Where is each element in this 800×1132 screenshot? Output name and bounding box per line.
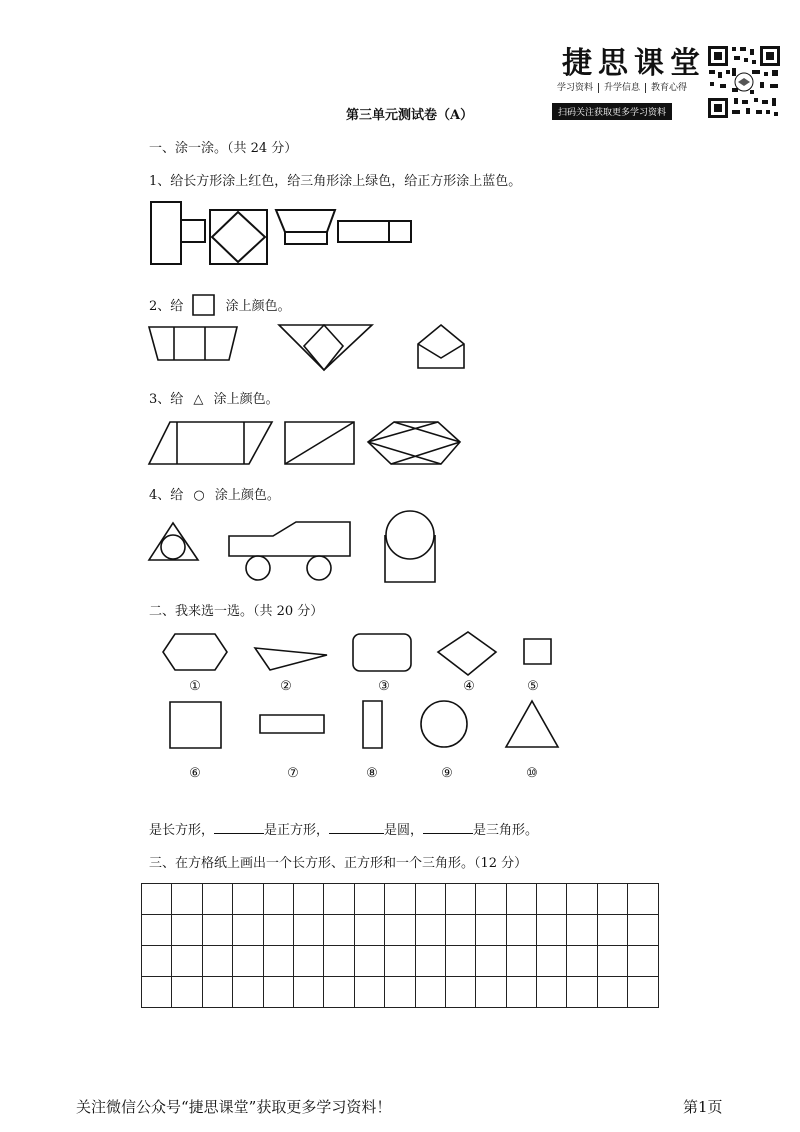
q2-suffix: 涂上颜色。 bbox=[225, 299, 291, 314]
vertical-rectangle bbox=[363, 701, 382, 748]
footer-note: 关注微信公众号“捷思课堂”获取更多学习资料！ bbox=[76, 1098, 392, 1116]
answer-blank[interactable] bbox=[329, 833, 384, 834]
grid-cell[interactable] bbox=[142, 977, 172, 1008]
hexagon bbox=[163, 634, 227, 670]
grid-cell[interactable] bbox=[537, 915, 567, 946]
grid-cell[interactable] bbox=[293, 915, 323, 946]
grid-cell[interactable] bbox=[567, 977, 597, 1008]
grid-cell[interactable] bbox=[537, 884, 567, 915]
horizontal-rectangle bbox=[260, 715, 324, 733]
grid-cell[interactable] bbox=[202, 915, 232, 946]
grid-cell[interactable] bbox=[172, 915, 202, 946]
choice-label-7: ⑦ bbox=[287, 766, 299, 781]
grid-cell[interactable] bbox=[324, 977, 354, 1008]
q2-prefix: 2、给 bbox=[149, 299, 184, 314]
q1-shapes bbox=[148, 200, 418, 268]
grid-cell[interactable] bbox=[506, 915, 536, 946]
grid-cell[interactable] bbox=[628, 946, 658, 977]
grid-cell[interactable] bbox=[233, 946, 263, 977]
question-2 bbox=[149, 294, 291, 316]
square-with-diamond bbox=[210, 210, 267, 264]
grid-cell[interactable] bbox=[354, 946, 384, 977]
grid-cell[interactable] bbox=[202, 884, 232, 915]
trapezoid-base-rectangle bbox=[285, 232, 327, 244]
grid-cell[interactable] bbox=[597, 915, 627, 946]
brand-tag: 升学信息 bbox=[599, 83, 646, 93]
grid-cell[interactable] bbox=[142, 946, 172, 977]
q4-suffix: 涂上颜色。 bbox=[214, 488, 280, 503]
grid-cell[interactable] bbox=[567, 915, 597, 946]
q3-shapes bbox=[146, 416, 466, 470]
grid-cell[interactable] bbox=[293, 946, 323, 977]
grid-table[interactable] bbox=[141, 883, 659, 1008]
section-3-heading: 三、在方格纸上画出一个长方形、正方形和一个三角形。（12 分） bbox=[149, 856, 528, 871]
question-1: 1、给长方形涂上红色，给三角形涂上绿色，给正方形涂上蓝色。 bbox=[149, 174, 522, 189]
fill-part: 是长方形， bbox=[149, 823, 215, 838]
grid-row bbox=[142, 884, 659, 915]
fill-part: 是三角形。 bbox=[473, 823, 539, 838]
grid-cell[interactable] bbox=[476, 946, 506, 977]
grid-cell[interactable] bbox=[172, 946, 202, 977]
grid-cell[interactable] bbox=[354, 977, 384, 1008]
q3-suffix: 涂上颜色。 bbox=[213, 392, 279, 407]
grid-cell[interactable] bbox=[567, 946, 597, 977]
grid-cell[interactable] bbox=[506, 946, 536, 977]
grid-row bbox=[142, 977, 659, 1008]
grid-cell[interactable] bbox=[415, 884, 445, 915]
equilateral-triangle bbox=[506, 701, 558, 747]
choice-label-10: ⑩ bbox=[526, 766, 538, 781]
grid-cell[interactable] bbox=[506, 977, 536, 1008]
choice-label-2: ② bbox=[280, 679, 292, 694]
section-1-heading: 一、涂一涂。（共 24 分） bbox=[149, 141, 298, 156]
q4-shapes bbox=[146, 510, 446, 586]
grid-paper[interactable] bbox=[141, 883, 659, 1008]
grid-cell[interactable] bbox=[415, 946, 445, 977]
fill-in-sentence bbox=[149, 819, 538, 838]
grid-cell[interactable] bbox=[628, 977, 658, 1008]
grid-cell[interactable] bbox=[263, 884, 293, 915]
choice-label-3: ③ bbox=[378, 679, 390, 694]
choice-label-8: ⑧ bbox=[366, 766, 378, 781]
choice-label-4: ④ bbox=[463, 679, 475, 694]
small-square bbox=[181, 220, 205, 242]
choice-label-9: ⑨ bbox=[441, 766, 453, 781]
grid-cell[interactable] bbox=[597, 977, 627, 1008]
grid-cell[interactable] bbox=[385, 977, 415, 1008]
grid-cell[interactable] bbox=[445, 915, 475, 946]
obtuse-triangle bbox=[255, 648, 327, 670]
grid-cell[interactable] bbox=[142, 915, 172, 946]
grid-cell[interactable] bbox=[567, 884, 597, 915]
grid-cell[interactable] bbox=[385, 915, 415, 946]
grid-cell[interactable] bbox=[385, 884, 415, 915]
answer-blank[interactable] bbox=[423, 833, 473, 834]
grid-cell[interactable] bbox=[445, 946, 475, 977]
page-title: 第三单元测试卷（A） bbox=[346, 108, 474, 123]
grid-cell[interactable] bbox=[628, 884, 658, 915]
grid-cell[interactable] bbox=[415, 977, 445, 1008]
grid-cell[interactable] bbox=[354, 915, 384, 946]
grid-cell[interactable] bbox=[324, 884, 354, 915]
grid-cell[interactable] bbox=[445, 977, 475, 1008]
grid-cell[interactable] bbox=[293, 884, 323, 915]
grid-cell[interactable] bbox=[142, 884, 172, 915]
question-3 bbox=[149, 388, 279, 407]
grid-cell[interactable] bbox=[293, 977, 323, 1008]
rhombus bbox=[438, 632, 496, 675]
long-rectangle bbox=[338, 221, 411, 242]
rounded-rectangle bbox=[353, 634, 411, 671]
small-square bbox=[524, 639, 551, 664]
grid-cell[interactable] bbox=[597, 884, 627, 915]
grid-cell[interactable] bbox=[263, 915, 293, 946]
answer-blank[interactable] bbox=[214, 833, 264, 834]
question-4 bbox=[149, 484, 280, 503]
brand-tag: 教育心得 bbox=[651, 83, 688, 93]
grid-cell[interactable] bbox=[476, 884, 506, 915]
trapezoid bbox=[276, 210, 335, 232]
grid-row bbox=[142, 915, 659, 946]
choice-label-5: ⑤ bbox=[527, 679, 539, 694]
grid-cell[interactable] bbox=[476, 915, 506, 946]
circle-symbol: ○ bbox=[193, 488, 205, 503]
choice-label-1: ① bbox=[189, 679, 201, 694]
grid-cell[interactable] bbox=[537, 977, 567, 1008]
grid-cell[interactable] bbox=[263, 977, 293, 1008]
section-2-heading: 二、我来选一选。（共 20 分） bbox=[149, 604, 324, 619]
choice-label-6: ⑥ bbox=[189, 766, 201, 781]
qr-code-icon bbox=[706, 44, 782, 120]
q2-shapes bbox=[146, 322, 476, 372]
grid-cell[interactable] bbox=[233, 915, 263, 946]
brand-tag: 学习资料 bbox=[552, 83, 599, 93]
grid-cell[interactable] bbox=[385, 946, 415, 977]
grid-cell[interactable] bbox=[233, 884, 263, 915]
grid-cell[interactable] bbox=[202, 977, 232, 1008]
inner-diamond bbox=[212, 212, 265, 262]
grid-row bbox=[142, 946, 659, 977]
square-symbol-icon bbox=[191, 294, 217, 316]
grid-cell[interactable] bbox=[628, 915, 658, 946]
grid-cell[interactable] bbox=[415, 915, 445, 946]
grid-cell[interactable] bbox=[202, 946, 232, 977]
tall-rectangle bbox=[151, 202, 181, 264]
brand-bar: 扫码关注获取更多学习资料 bbox=[552, 103, 672, 120]
page-number: 第1页 bbox=[683, 1098, 723, 1116]
q3-prefix: 3、给 bbox=[149, 392, 184, 407]
grid-cell[interactable] bbox=[263, 946, 293, 977]
grid-cell[interactable] bbox=[233, 977, 263, 1008]
choice-shapes bbox=[160, 630, 560, 752]
fill-part: 是圆， bbox=[384, 823, 424, 838]
q4-prefix: 4、给 bbox=[149, 488, 184, 503]
brand-name: 捷思课堂 bbox=[562, 46, 706, 81]
grid-cell[interactable] bbox=[172, 884, 202, 915]
grid-cell[interactable] bbox=[506, 884, 536, 915]
grid-cell[interactable] bbox=[172, 977, 202, 1008]
grid-cell[interactable] bbox=[324, 915, 354, 946]
grid-cell[interactable] bbox=[445, 884, 475, 915]
grid-cell[interactable] bbox=[476, 977, 506, 1008]
large-square bbox=[170, 702, 221, 748]
grid-cell[interactable] bbox=[354, 884, 384, 915]
grid-cell[interactable] bbox=[597, 946, 627, 977]
grid-cell[interactable] bbox=[537, 946, 567, 977]
grid-cell[interactable] bbox=[324, 946, 354, 977]
triangle-symbol: △ bbox=[193, 392, 204, 407]
circle bbox=[421, 701, 467, 747]
brand-tags bbox=[552, 80, 692, 93]
fill-part: 是正方形， bbox=[264, 823, 330, 838]
